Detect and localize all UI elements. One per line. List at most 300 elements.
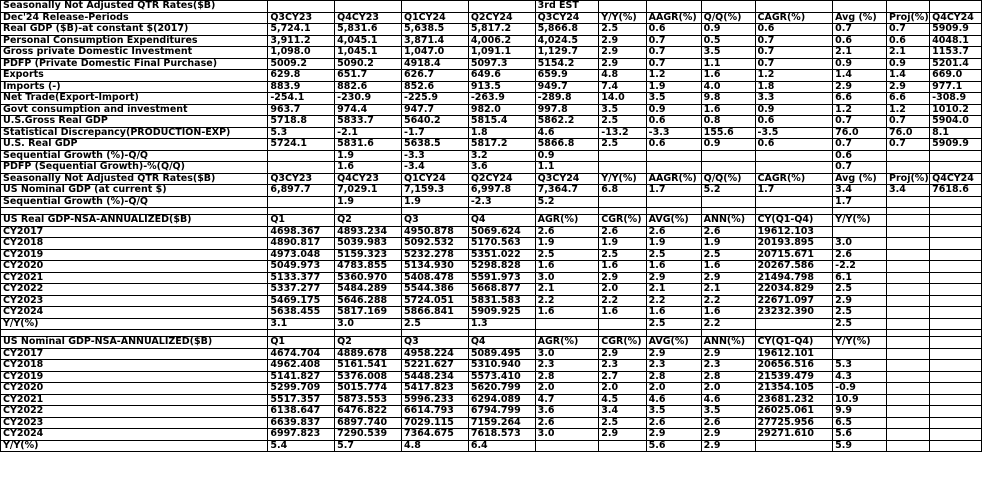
value-cell <box>887 330 930 337</box>
value-cell: -2.3 <box>468 196 535 208</box>
value-cell: 5591.973 <box>468 272 535 284</box>
value-cell <box>268 1 335 13</box>
value-cell: 2.0 <box>701 383 755 395</box>
table-header-row <box>1 173 982 185</box>
value-cell: Q3CY23 <box>268 173 335 185</box>
row-label-cell: Y/Y(%) <box>1 318 268 330</box>
table-row <box>1 371 982 383</box>
value-cell: 4048.1 <box>930 35 982 47</box>
value-cell: Q3CY24 <box>535 12 599 24</box>
value-cell: 2.2 <box>646 295 701 307</box>
value-cell: 1.9 <box>701 238 755 250</box>
table-row <box>1 139 982 151</box>
value-cell: 9.9 <box>833 406 887 418</box>
value-cell <box>755 1 833 13</box>
value-cell: 3.4 <box>833 185 887 197</box>
value-cell: 2.5 <box>599 417 646 429</box>
table-body <box>1 1 982 452</box>
value-cell: 2.2 <box>599 295 646 307</box>
row-label-cell: Dec'24 Release-Periods <box>1 12 268 24</box>
value-cell: 6,997.8 <box>468 185 535 197</box>
value-cell <box>887 371 930 383</box>
value-cell: 1.9 <box>535 238 599 250</box>
value-cell: 947.7 <box>402 104 469 116</box>
value-cell <box>930 295 982 307</box>
value-cell <box>887 337 930 349</box>
table-row <box>1 162 982 174</box>
value-cell: 1.6 <box>701 261 755 273</box>
value-cell: Q3CY23 <box>268 12 335 24</box>
value-cell <box>646 162 701 174</box>
value-cell <box>833 208 887 215</box>
value-cell: 3.6 <box>468 162 535 174</box>
value-cell: 2.9 <box>833 81 887 93</box>
value-cell: 3,911.2 <box>268 35 335 47</box>
value-cell: 5.4 <box>268 440 335 452</box>
value-cell: CY(Q1-Q4) <box>755 337 833 349</box>
value-cell <box>930 215 982 227</box>
value-cell: 3.1 <box>268 318 335 330</box>
value-cell <box>930 284 982 296</box>
table-row <box>1 24 982 36</box>
table-row <box>1 185 982 197</box>
row-label-cell: Sequential Growth (%)-Q/Q <box>1 150 268 162</box>
value-cell <box>755 150 833 162</box>
value-cell: -308.9 <box>930 93 982 105</box>
value-cell: 0.7 <box>833 24 887 36</box>
value-cell: -225.9 <box>402 93 469 105</box>
value-cell <box>887 272 930 284</box>
value-cell: 20193.895 <box>755 238 833 250</box>
value-cell <box>599 440 646 452</box>
value-cell <box>755 318 833 330</box>
value-cell: 0.6 <box>755 24 833 36</box>
value-cell: 883.9 <box>268 81 335 93</box>
table-row <box>1 35 982 47</box>
value-cell <box>930 348 982 360</box>
value-cell: 7,029.1 <box>335 185 402 197</box>
value-cell <box>646 196 701 208</box>
value-cell: 2.6 <box>535 226 599 238</box>
value-cell: 7618.573 <box>468 429 535 441</box>
value-cell: 5718.8 <box>268 116 335 128</box>
value-cell <box>468 330 535 337</box>
value-cell: 5,817.2 <box>468 24 535 36</box>
value-cell: Q4 <box>468 337 535 349</box>
value-cell: 1153.7 <box>930 47 982 59</box>
value-cell: 5,866.8 <box>535 24 599 36</box>
value-cell: 2.9 <box>701 272 755 284</box>
value-cell: 0.8 <box>701 116 755 128</box>
value-cell: 2.8 <box>701 371 755 383</box>
value-cell: 5668.877 <box>468 284 535 296</box>
value-cell: 27725.956 <box>755 417 833 429</box>
value-cell: 7159.264 <box>468 417 535 429</box>
row-label-cell: Personal Consumption Expenditures <box>1 35 268 47</box>
row-label-cell: U.S.Gross Real GDP <box>1 116 268 128</box>
value-cell: 5831.583 <box>468 295 535 307</box>
value-cell: 1.2 <box>887 104 930 116</box>
value-cell: 5573.410 <box>468 371 535 383</box>
value-cell: 5.9 <box>833 440 887 452</box>
value-cell: 1.6 <box>535 307 599 319</box>
value-cell: 6.6 <box>887 93 930 105</box>
value-cell: 6.1 <box>833 272 887 284</box>
value-cell: 1,098.0 <box>268 47 335 59</box>
table-row <box>1 307 982 319</box>
value-cell <box>930 440 982 452</box>
value-cell: 4918.4 <box>402 58 469 70</box>
value-cell: Y/Y(%) <box>599 173 646 185</box>
value-cell: Avg (%) <box>833 173 887 185</box>
value-cell: 21494.798 <box>755 272 833 284</box>
value-cell: 23232.390 <box>755 307 833 319</box>
row-label-cell: CY2018 <box>1 238 268 250</box>
value-cell <box>646 150 701 162</box>
value-cell <box>887 383 930 395</box>
value-cell: 4.5 <box>599 394 646 406</box>
value-cell: 1.7 <box>646 185 701 197</box>
value-cell: 5351.022 <box>468 249 535 261</box>
value-cell: 1.4 <box>833 70 887 82</box>
table-row <box>1 261 982 273</box>
value-cell: Y/Y(%) <box>833 215 887 227</box>
value-cell: -3.5 <box>755 127 833 139</box>
value-cell: 3.5 <box>701 47 755 59</box>
value-cell: Q/Q(%) <box>701 173 755 185</box>
value-cell: 5831.6 <box>335 139 402 151</box>
value-cell: 1.6 <box>646 307 701 319</box>
value-cell <box>887 1 930 13</box>
row-label-cell: Statistical Discrepancy(PRODUCTION-EXP) <box>1 127 268 139</box>
value-cell <box>930 417 982 429</box>
value-cell: Q2 <box>335 215 402 227</box>
value-cell: 2.5 <box>646 249 701 261</box>
value-cell: 3,871.4 <box>402 35 469 47</box>
value-cell: 6294.089 <box>468 394 535 406</box>
value-cell: 3.0 <box>535 272 599 284</box>
row-label-cell: CY2019 <box>1 249 268 261</box>
value-cell: 1.6 <box>646 261 701 273</box>
value-cell: Q3 <box>402 337 469 349</box>
value-cell <box>268 150 335 162</box>
table-row <box>1 284 982 296</box>
value-cell <box>599 150 646 162</box>
value-cell: 1.1 <box>701 58 755 70</box>
value-cell: 3.6 <box>535 406 599 418</box>
row-label-cell: US Nominal GDP-NSA-ANNUALIZED($B) <box>1 337 268 349</box>
value-cell: 5.7 <box>335 440 402 452</box>
value-cell: CAGR(%) <box>755 173 833 185</box>
value-cell: 5909.9 <box>930 24 982 36</box>
value-cell: 2.2 <box>535 295 599 307</box>
table-header-row <box>1 12 982 24</box>
table-row <box>1 429 982 441</box>
value-cell: 5417.823 <box>402 383 469 395</box>
value-cell: 5089.495 <box>468 348 535 360</box>
value-cell: 4,006.2 <box>468 35 535 47</box>
value-cell <box>887 196 930 208</box>
value-cell: 1.7 <box>755 185 833 197</box>
value-cell: 29271.610 <box>755 429 833 441</box>
value-cell: 669.0 <box>930 70 982 82</box>
value-cell: 19612.103 <box>755 226 833 238</box>
value-cell: 5873.553 <box>335 394 402 406</box>
row-label-cell: CY2020 <box>1 383 268 395</box>
value-cell: 5069.624 <box>468 226 535 238</box>
table-header-row <box>1 337 982 349</box>
value-cell: 3.5 <box>701 406 755 418</box>
value-cell: 2.6 <box>535 417 599 429</box>
value-cell: 1.8 <box>468 127 535 139</box>
value-cell: 5,638.5 <box>402 24 469 36</box>
value-cell: 5484.289 <box>335 284 402 296</box>
value-cell: 2.9 <box>599 47 646 59</box>
value-cell: 0.7 <box>833 162 887 174</box>
value-cell: 4890.817 <box>268 238 335 250</box>
value-cell: 3rd EST <box>535 1 599 13</box>
value-cell: 2.8 <box>646 371 701 383</box>
table-row <box>1 58 982 70</box>
value-cell: 5866.841 <box>402 307 469 319</box>
value-cell: 5221.627 <box>402 360 469 372</box>
value-cell: Q2CY24 <box>468 173 535 185</box>
value-cell: 1.6 <box>701 70 755 82</box>
value-cell: 4962.408 <box>268 360 335 372</box>
value-cell: -289.8 <box>535 93 599 105</box>
value-cell <box>535 318 599 330</box>
value-cell: 2.3 <box>646 360 701 372</box>
value-cell: 2.9 <box>701 429 755 441</box>
value-cell <box>887 208 930 215</box>
row-label-cell: CY2017 <box>1 226 268 238</box>
value-cell: 0.7 <box>833 139 887 151</box>
value-cell <box>599 1 646 13</box>
value-cell: 4950.878 <box>402 226 469 238</box>
value-cell: 5092.532 <box>402 238 469 250</box>
value-cell: Q4 <box>468 215 535 227</box>
value-cell: 5724.051 <box>402 295 469 307</box>
value-cell <box>887 215 930 227</box>
value-cell: 4,045.1 <box>335 35 402 47</box>
value-cell: 5448.234 <box>402 371 469 383</box>
table-row <box>1 318 982 330</box>
value-cell <box>335 1 402 13</box>
value-cell: 2.2 <box>701 318 755 330</box>
value-cell: 5833.7 <box>335 116 402 128</box>
row-label-cell: Net Trade(Export-Import) <box>1 93 268 105</box>
value-cell: 5.2 <box>535 196 599 208</box>
value-cell <box>755 330 833 337</box>
value-cell: 5.6 <box>646 440 701 452</box>
value-cell: 0.9 <box>755 104 833 116</box>
value-cell: 0.7 <box>755 58 833 70</box>
value-cell: Q3CY24 <box>535 173 599 185</box>
value-cell: 1010.2 <box>930 104 982 116</box>
value-cell: 2.5 <box>646 318 701 330</box>
value-cell: 2.3 <box>701 360 755 372</box>
value-cell: 2.9 <box>701 440 755 452</box>
table-row <box>1 196 982 208</box>
table-row <box>1 127 982 139</box>
value-cell: 1.6 <box>599 261 646 273</box>
value-cell: -13.2 <box>599 127 646 139</box>
value-cell: 2.2 <box>701 295 755 307</box>
value-cell: 0.7 <box>755 35 833 47</box>
value-cell: 0.9 <box>701 139 755 151</box>
value-cell <box>930 429 982 441</box>
table-row <box>1 440 982 452</box>
value-cell: 5909.9 <box>930 139 982 151</box>
value-cell: AGR(%) <box>535 337 599 349</box>
value-cell: AGR(%) <box>535 215 599 227</box>
value-cell: 5862.2 <box>535 116 599 128</box>
value-cell: 5,724.1 <box>268 24 335 36</box>
value-cell: 1.6 <box>599 307 646 319</box>
value-cell: 4958.224 <box>402 348 469 360</box>
value-cell <box>887 440 930 452</box>
value-cell: 4.6 <box>535 127 599 139</box>
value-cell: 2.6 <box>599 226 646 238</box>
value-cell: 0.7 <box>646 35 701 47</box>
value-cell: 1,129.7 <box>535 47 599 59</box>
value-cell: 0.6 <box>887 35 930 47</box>
value-cell <box>887 162 930 174</box>
row-label-cell: Sequential Growth (%)-Q/Q <box>1 196 268 208</box>
value-cell: 2.5 <box>701 249 755 261</box>
value-cell: 2.3 <box>535 360 599 372</box>
value-cell: 5996.233 <box>402 394 469 406</box>
value-cell <box>268 162 335 174</box>
value-cell: 0.6 <box>646 24 701 36</box>
value-cell: 3.4 <box>887 185 930 197</box>
value-cell: 3.5 <box>646 406 701 418</box>
value-cell: 2.6 <box>646 417 701 429</box>
value-cell <box>755 196 833 208</box>
value-cell <box>887 429 930 441</box>
value-cell: Q4CY24 <box>930 173 982 185</box>
value-cell: 4783.855 <box>335 261 402 273</box>
value-cell: 7364.675 <box>402 429 469 441</box>
value-cell: 1.2 <box>646 70 701 82</box>
value-cell: 5724.1 <box>268 139 335 151</box>
value-cell: 2.9 <box>833 295 887 307</box>
value-cell: -254.1 <box>268 93 335 105</box>
value-cell <box>599 330 646 337</box>
value-cell: 5097.3 <box>468 58 535 70</box>
table-row <box>1 295 982 307</box>
value-cell: 5646.288 <box>335 295 402 307</box>
table-row <box>1 238 982 250</box>
value-cell: Proj(%) <box>887 173 930 185</box>
value-cell: 4889.678 <box>335 348 402 360</box>
value-cell: 7029.115 <box>402 417 469 429</box>
spacer-row <box>1 208 982 215</box>
value-cell: 5638.455 <box>268 307 335 319</box>
row-label-cell: Y/Y(%) <box>1 440 268 452</box>
value-cell: 5015.774 <box>335 383 402 395</box>
value-cell <box>468 208 535 215</box>
value-cell: 2.9 <box>646 429 701 441</box>
value-cell: 0.9 <box>887 58 930 70</box>
value-cell: Avg (%) <box>833 12 887 24</box>
value-cell: 22671.097 <box>755 295 833 307</box>
value-cell: 0.7 <box>646 47 701 59</box>
value-cell: 5299.709 <box>268 383 335 395</box>
value-cell: 5.3 <box>833 360 887 372</box>
value-cell: 6997.823 <box>268 429 335 441</box>
value-cell: 4973.048 <box>268 249 335 261</box>
value-cell <box>701 150 755 162</box>
value-cell: -3.3 <box>402 150 469 162</box>
value-cell <box>646 1 701 13</box>
value-cell <box>930 226 982 238</box>
value-cell <box>599 318 646 330</box>
value-cell <box>930 383 982 395</box>
value-cell: 4.7 <box>535 394 599 406</box>
value-cell: Q1 <box>268 337 335 349</box>
value-cell: 2.3 <box>599 360 646 372</box>
value-cell: 5544.386 <box>402 284 469 296</box>
value-cell: 2.1 <box>535 284 599 296</box>
value-cell: 2.9 <box>701 348 755 360</box>
value-cell <box>701 208 755 215</box>
value-cell <box>930 150 982 162</box>
value-cell <box>833 348 887 360</box>
value-cell: 1.6 <box>701 307 755 319</box>
table-header-row <box>1 215 982 227</box>
value-cell: 2.8 <box>535 371 599 383</box>
value-cell: 3.5 <box>599 104 646 116</box>
value-cell <box>930 330 982 337</box>
value-cell: 0.6 <box>833 35 887 47</box>
value-cell: 5159.323 <box>335 249 402 261</box>
value-cell: 6138.647 <box>268 406 335 418</box>
value-cell: 2.7 <box>599 371 646 383</box>
value-cell <box>599 162 646 174</box>
table-row <box>1 383 982 395</box>
value-cell: 5161.541 <box>335 360 402 372</box>
value-cell: Proj(%) <box>887 12 930 24</box>
value-cell: 2.0 <box>599 383 646 395</box>
value-cell <box>887 417 930 429</box>
value-cell <box>930 394 982 406</box>
table-row <box>1 81 982 93</box>
value-cell: Q1 <box>268 215 335 227</box>
value-cell: 6,897.7 <box>268 185 335 197</box>
value-cell: 5817.2 <box>468 139 535 151</box>
value-cell: 5133.377 <box>268 272 335 284</box>
value-cell: 5337.277 <box>268 284 335 296</box>
value-cell: 0.9 <box>701 24 755 36</box>
value-cell: 949.7 <box>535 81 599 93</box>
value-cell <box>930 162 982 174</box>
table-row <box>1 226 982 238</box>
value-cell: 1.8 <box>755 81 833 93</box>
row-label-cell: PDFP (Sequential Growth)-%(Q/Q) <box>1 162 268 174</box>
value-cell: 2.9 <box>599 272 646 284</box>
value-cell: 1.2 <box>833 104 887 116</box>
value-cell: 2.9 <box>887 81 930 93</box>
value-cell <box>755 162 833 174</box>
value-cell: 1.6 <box>335 162 402 174</box>
value-cell: 5232.278 <box>402 249 469 261</box>
value-cell <box>887 150 930 162</box>
row-label-cell: Seasonally Not Adjusted QTR Rates($B) <box>1 1 268 13</box>
value-cell: 4.6 <box>701 394 755 406</box>
value-cell: 3.3 <box>755 93 833 105</box>
value-cell: Q2 <box>335 337 402 349</box>
